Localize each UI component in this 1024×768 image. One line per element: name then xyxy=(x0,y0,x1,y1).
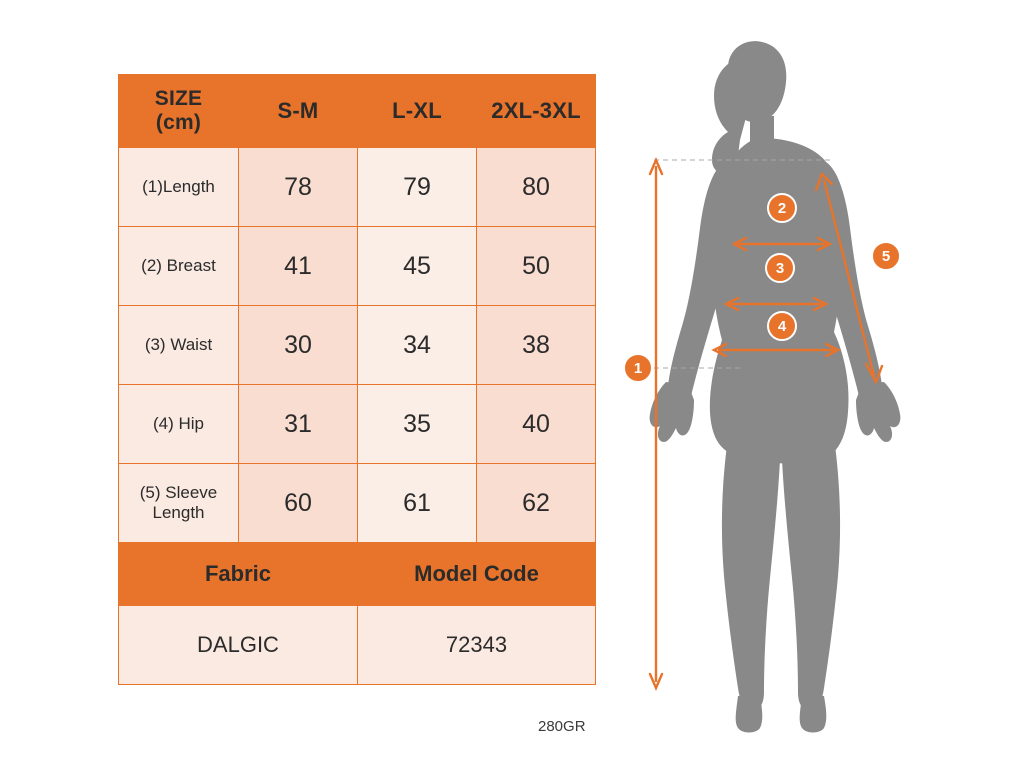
cell-waist-2xl3xl: 38 xyxy=(477,306,596,385)
badge-5-label: 5 xyxy=(881,248,891,265)
row-label-sleeve-line2: Length xyxy=(152,503,205,522)
header-size-sm: S-M xyxy=(239,75,358,148)
row-label-sleeve-length xyxy=(119,464,239,543)
fabric-weight-note: 280GR xyxy=(538,718,586,735)
table-footer-value-row xyxy=(119,606,596,685)
header-model-code: Model Code xyxy=(358,543,596,606)
cell-waist-lxl: 34 xyxy=(358,306,477,385)
cell-length-lxl: 79 xyxy=(358,148,477,227)
size-chart-table xyxy=(118,74,596,685)
cell-sleeve-2xl3xl: 62 xyxy=(477,464,596,543)
badge-3-label: 3 xyxy=(775,260,785,277)
row-label-hip: (4) Hip xyxy=(119,385,239,464)
table-footer-header-row xyxy=(119,543,596,606)
header-size-line2: (cm) xyxy=(155,111,202,134)
cell-sleeve-sm: 60 xyxy=(239,464,358,543)
badge-3 xyxy=(766,254,794,282)
table-row xyxy=(119,227,596,306)
row-label-length: (1)Length xyxy=(119,148,239,227)
cell-breast-sm: 41 xyxy=(239,227,358,306)
cell-length-sm: 78 xyxy=(239,148,358,227)
cell-fabric-value: DALGIC xyxy=(119,606,358,685)
cell-hip-lxl: 35 xyxy=(358,385,477,464)
measurement-figure xyxy=(610,20,1010,740)
cell-hip-2xl3xl: 40 xyxy=(477,385,596,464)
table-row xyxy=(119,148,596,227)
badge-4-label: 4 xyxy=(777,318,787,335)
cell-length-2xl3xl: 80 xyxy=(477,148,596,227)
cell-waist-sm: 30 xyxy=(239,306,358,385)
row-label-breast: (2) Breast xyxy=(119,227,239,306)
cell-hip-sm: 31 xyxy=(239,385,358,464)
header-fabric: Fabric xyxy=(119,543,358,606)
row-label-sleeve-line1: (5) Sleeve xyxy=(139,483,218,503)
female-silhouette-icon xyxy=(650,41,901,732)
row-label-waist: (3) Waist xyxy=(119,306,239,385)
cell-sleeve-lxl: 61 xyxy=(358,464,477,543)
cell-model-code-value: 72343 xyxy=(358,606,596,685)
header-size-unit xyxy=(119,75,239,148)
badge-1 xyxy=(624,354,652,382)
header-size-lxl: L-XL xyxy=(358,75,477,148)
badge-1-label: 1 xyxy=(633,360,643,377)
badge-5 xyxy=(872,242,900,270)
cell-breast-2xl3xl: 50 xyxy=(477,227,596,306)
cell-breast-lxl: 45 xyxy=(358,227,477,306)
table-header-row xyxy=(119,75,596,148)
badge-4 xyxy=(768,312,796,340)
header-size-2xl3xl: 2XL-3XL xyxy=(477,75,596,148)
badge-2 xyxy=(768,194,796,222)
table-row xyxy=(119,306,596,385)
table-row xyxy=(119,464,596,543)
table-row xyxy=(119,385,596,464)
badge-2-label: 2 xyxy=(777,200,787,217)
header-size-line1: SIZE xyxy=(154,87,203,111)
